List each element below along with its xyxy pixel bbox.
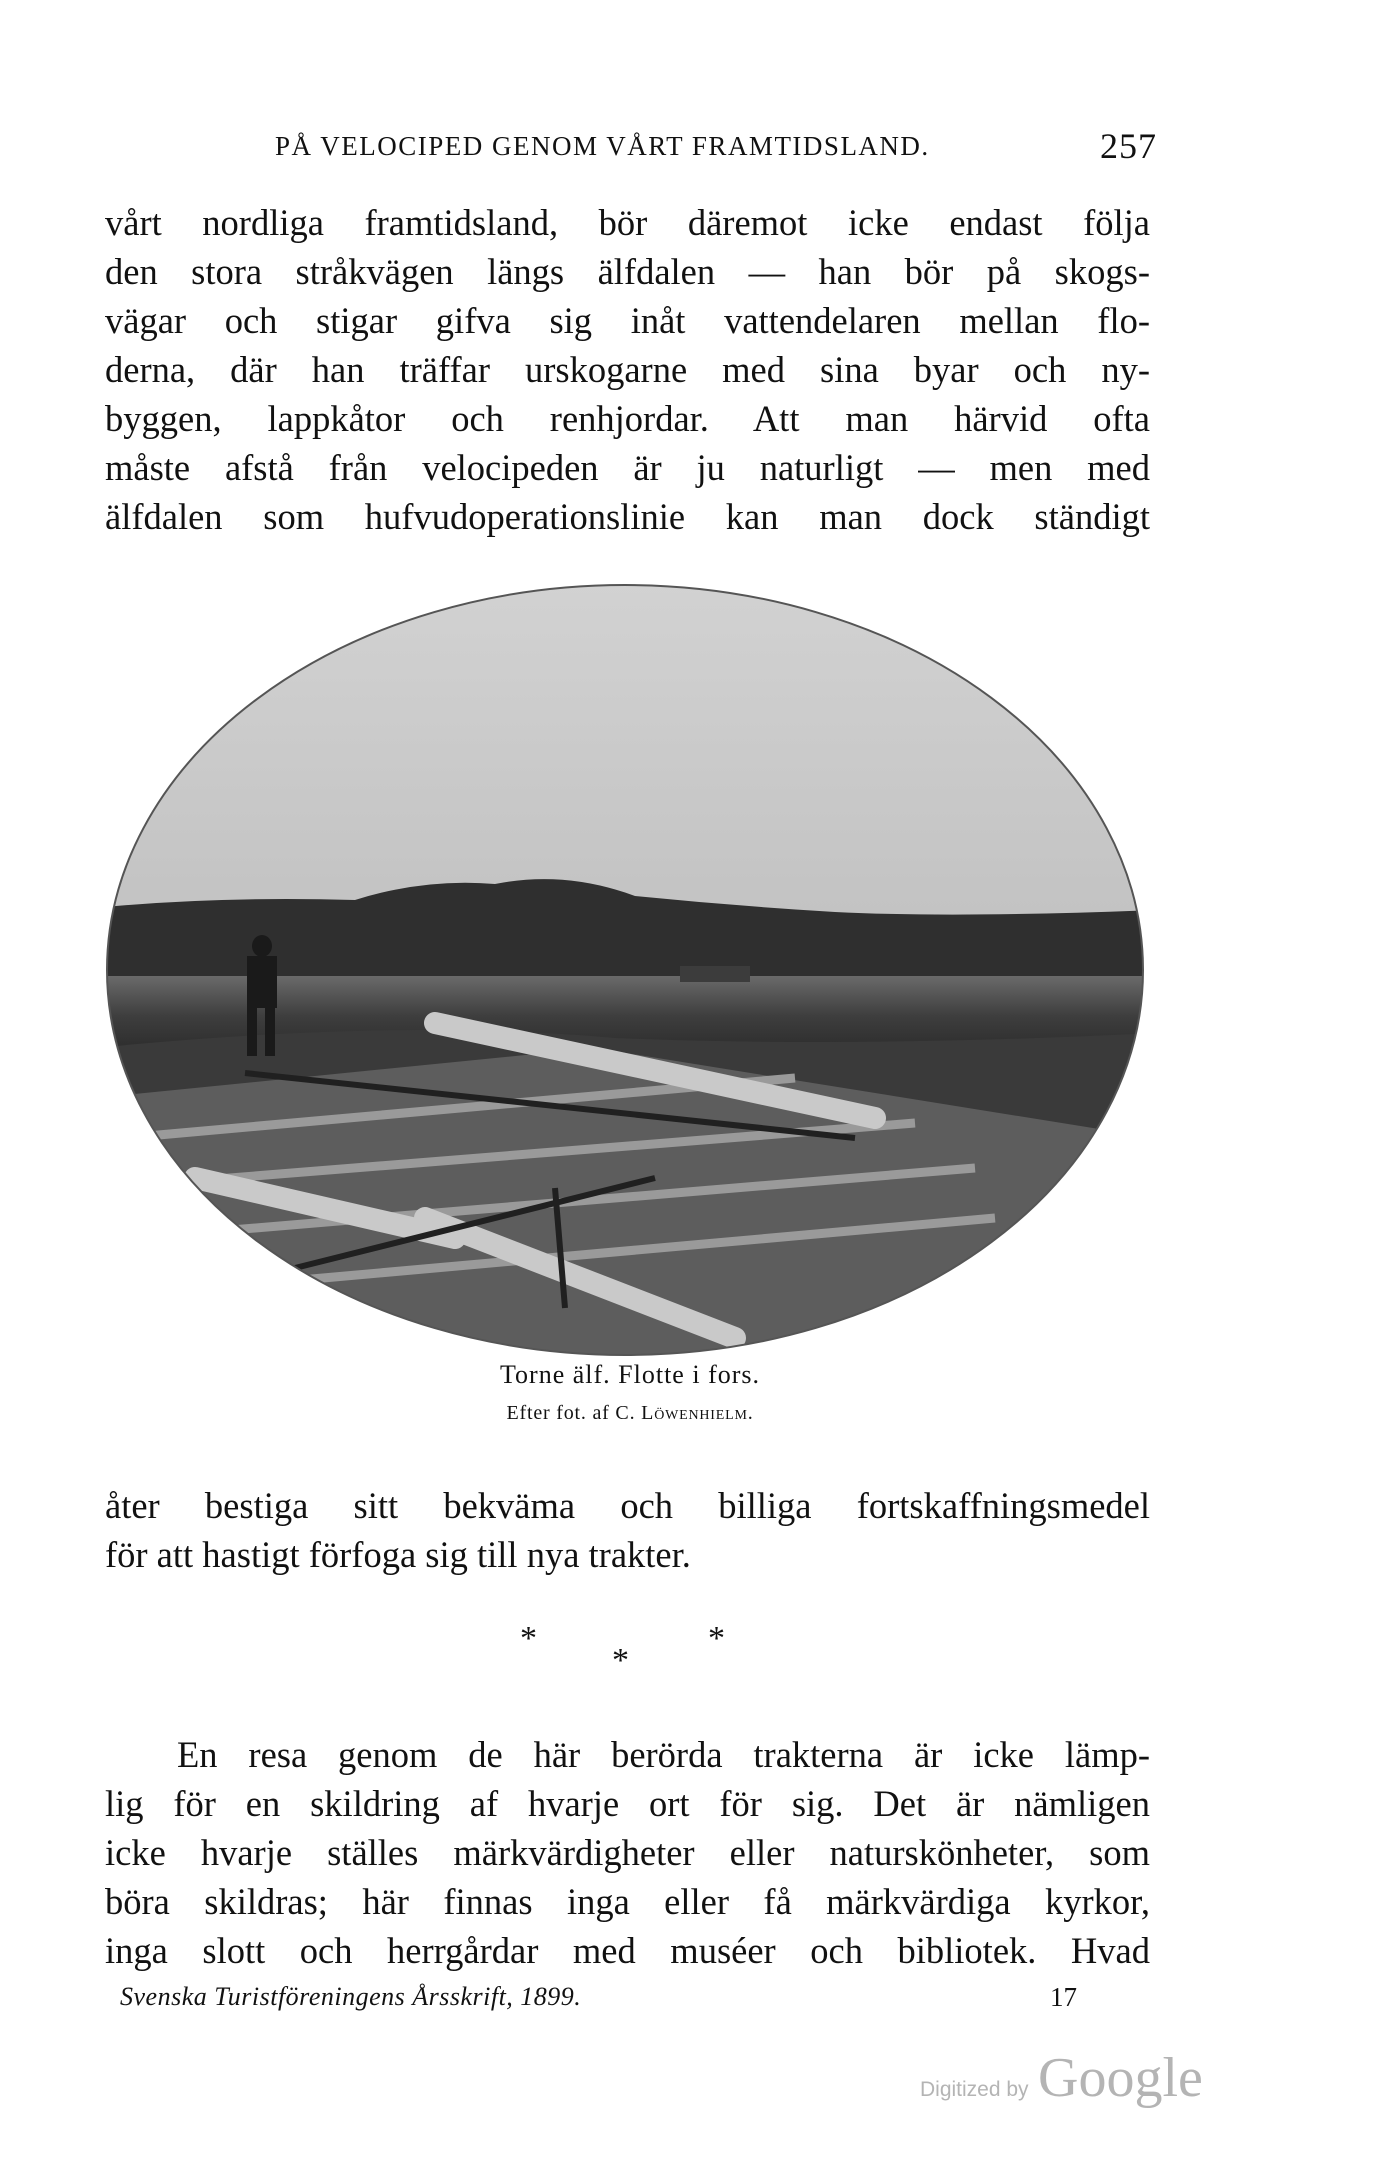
paragraph-2: [105, 1481, 1150, 1579]
digitized-by-text: Digitized by: [920, 2078, 1029, 2101]
figure-caption: Torne älf. Flotte i fors.: [499, 1360, 760, 1389]
text-line: derna, där han träffar urskogarne med sina byar och ny-: [105, 349, 1150, 390]
google-logo: Google: [1038, 2047, 1203, 2109]
section-separator: [500, 1620, 760, 1680]
text-line: böra skildras; här finnas inga eller få märkvärdiga kyrkor,: [105, 1881, 1150, 1922]
text-line: måste afstå från velocipeden är ju naturligt — men med: [105, 447, 1150, 488]
figure-credit: [350, 1402, 910, 1425]
river-raft-photograph: [95, 578, 1155, 1358]
footer-signature: Svenska Turistföreningens Årsskrift, 1899.: [120, 1982, 582, 2011]
sheet-number: 17: [1050, 1982, 1077, 2012]
photographer-name: Löwenhielm.: [641, 1402, 754, 1424]
running-head: [105, 125, 1165, 165]
credit-prefix: Efter fot. af C.: [506, 1402, 642, 1424]
page-number: 257: [1100, 126, 1157, 166]
text-line: åter bestiga sitt bekväma och billiga fortskaffningsmedel: [105, 1485, 1150, 1526]
text-line: älfdalen som hufvudoperationslinie kan man dock ständigt: [105, 496, 1150, 537]
running-title: PÅ VELOCIPED GENOM VÅRT FRAMTIDSLAND.: [275, 131, 930, 161]
text-line: för att hastigt förfoga sig till nya trakter.: [105, 1534, 691, 1575]
paragraph-1: [105, 198, 1150, 541]
paragraph-3: [105, 1730, 1150, 1975]
text-line: den stora stråkvägen längs älfdalen — han bör på skogs-: [105, 251, 1150, 292]
text-line: En resa genom de här berörda trakterna är icke lämp-: [177, 1734, 1150, 1775]
asterisk: *: [708, 1620, 725, 1657]
text-line: lig för en skildring af hvarje ort för sig. Det är nämligen: [105, 1783, 1150, 1824]
text-line: byggen, lappkåtor och renhjordar. Att man härvid ofta: [105, 398, 1150, 439]
asterisk: *: [612, 1642, 629, 1679]
oval-photo-illustration: [95, 578, 1155, 1358]
text-line: vårt nordliga framtidsland, bör däremot icke endast följa: [105, 202, 1150, 243]
text-line: icke hvarje ställes märkvärdigheter eller naturskönheter, som: [105, 1832, 1150, 1873]
text-line: vägar och stigar gifva sig inåt vattendelaren mellan flo-: [105, 300, 1150, 341]
text-line: inga slott och herrgårdar med muséer och bibliotek. Hvad: [105, 1930, 1150, 1971]
asterisk: *: [520, 1620, 537, 1657]
